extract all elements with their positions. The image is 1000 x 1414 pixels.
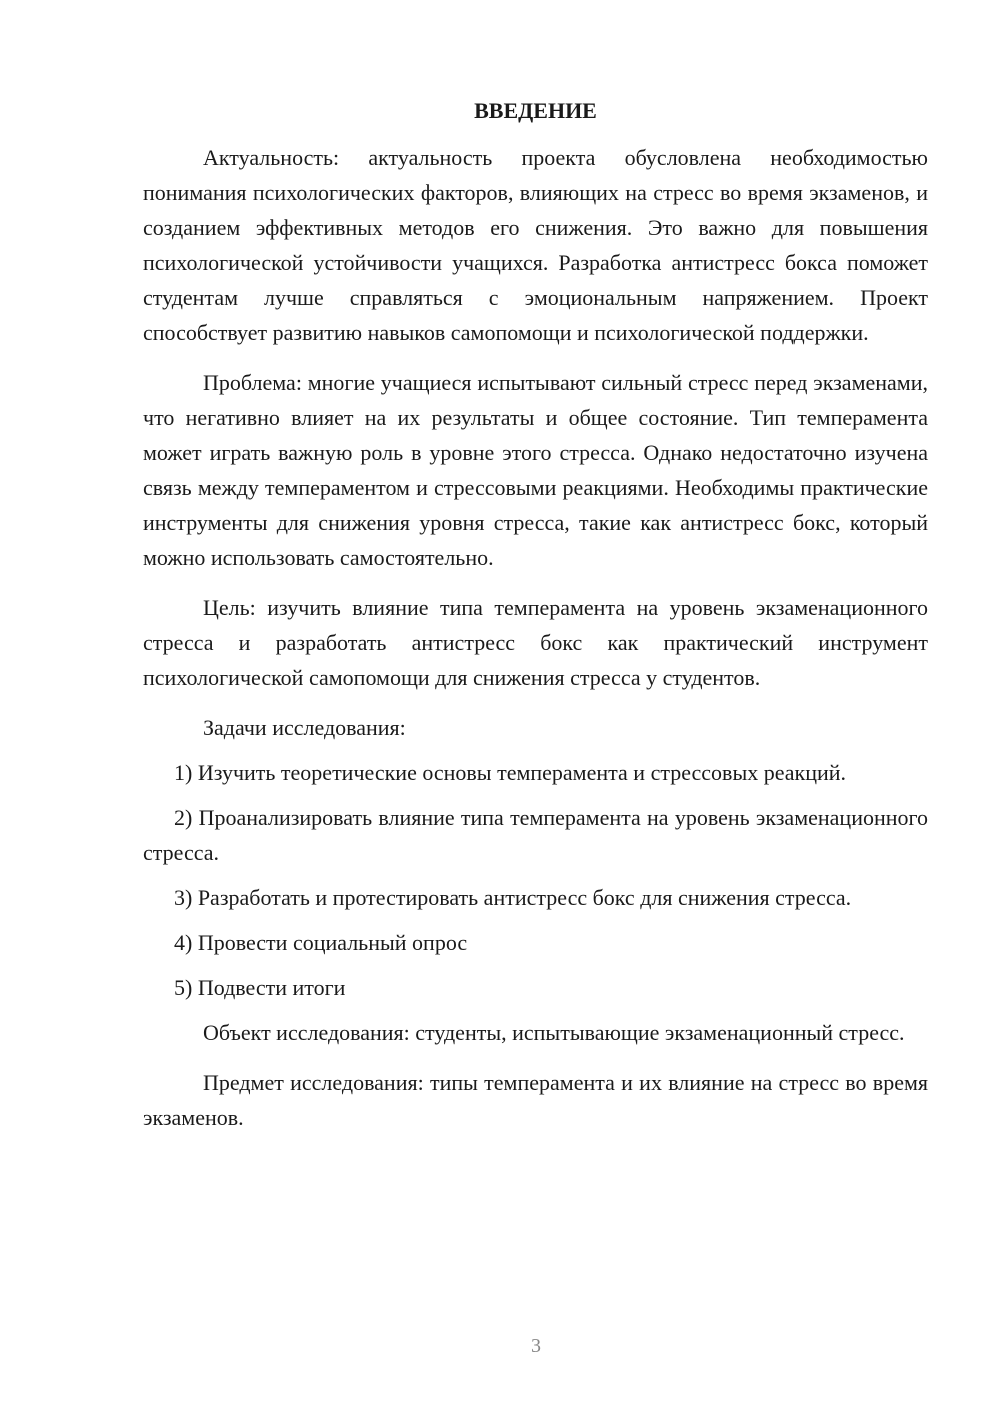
task-item-2: 2) Проанализировать влияние типа темперамента на уровень экзаменационного стресса.: [143, 805, 928, 865]
page-content: [143, 96, 928, 1150]
subject-paragraph: Предмет исследования: типы темперамента и их влияние на стресс во время экзаменов.: [143, 1070, 928, 1130]
goal-paragraph: Цель: изучить влияние типа темперамента на уровень экзаменационного стресса и разработать антистресс бокс как практический инструмент психологической самопомощи для снижения стресса у студентов.: [143, 595, 928, 690]
tasks-label: Задачи исследования:: [203, 715, 406, 740]
problem-paragraph: Проблема: многие учащиеся испытывают сильный стресс перед экзаменами, что негативно влияет на их результаты и общее состояние. Тип темперамента может играть важную роль в уровне этого стресса. Однако недостаточно изучена связь между темпераментом и стрессовыми реакциями. Необходимы практические инструменты для снижения уровня стресса, такие как антистресс бокс, который можно использовать самостоятельно.: [143, 370, 928, 570]
task-item-5: 5) Подвести итоги: [174, 975, 346, 1000]
task-item-3: 3) Разработать и протестировать антистресс бокс для снижения стресса.: [174, 885, 852, 910]
object-paragraph: Объект исследования: студенты, испытывающие экзаменационный стресс.: [203, 1020, 905, 1045]
task-item-1: 1) Изучить теоретические основы темперамента и стрессовых реакций.: [174, 760, 847, 785]
task-item-4: 4) Провести социальный опрос: [174, 930, 468, 955]
page-number: 3: [531, 1335, 541, 1357]
relevance-paragraph: Актуальность: актуальность проекта обусловлена необходимостью понимания психологических факторов, влияющих на стресс во время экзаменов, и созданием эффективных методов его снижения. Это важно для повышения психологической устойчивости учащихся. Разработка антистресс бокса поможет студентам лучше справляться с эмоциональным напряжением. Проект способствует развитию навыков самопомощи и психологической поддержки.: [143, 145, 928, 345]
section-heading: ВВЕДЕНИЕ: [474, 98, 597, 123]
